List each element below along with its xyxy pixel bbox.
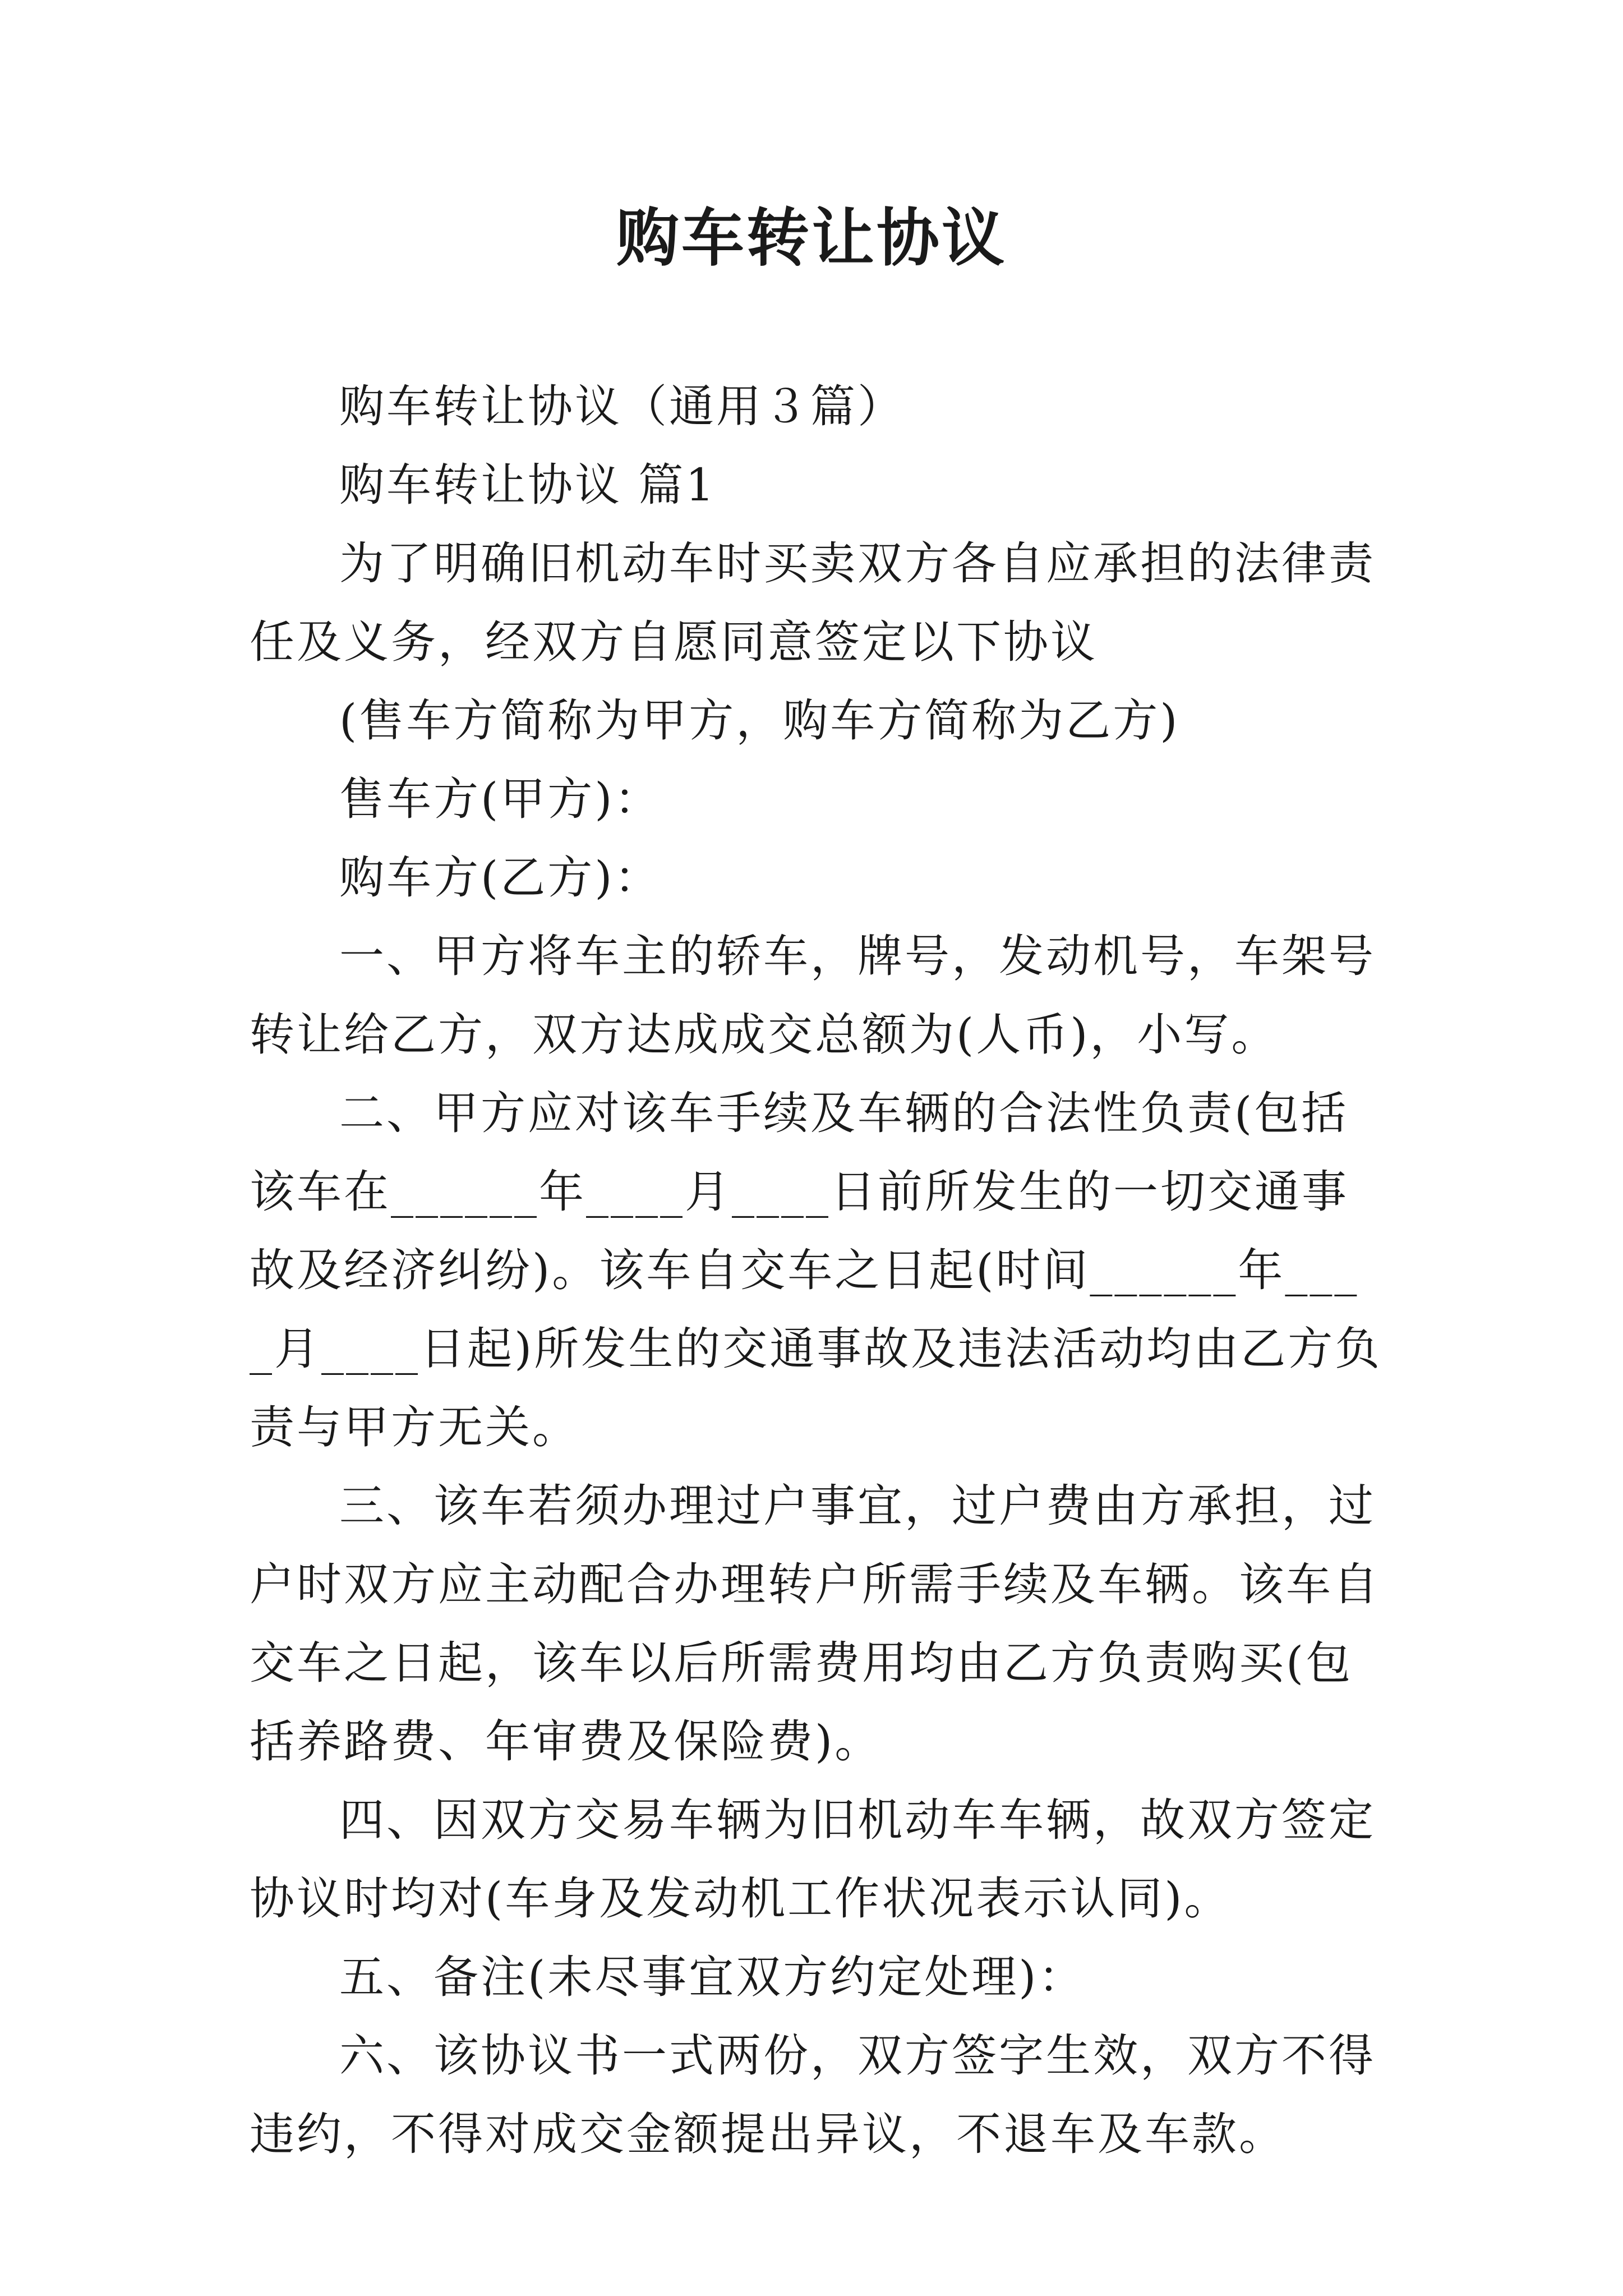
paragraph-clause-3: 三、该车若须办理过户事宜，过户费由方承担，过户时双方应主动配合办理转户所需手续及车辆。该车自交车之日起，该车以后所需费用均由乙方负责购买(包括养路费、年审费及保险费)。 (250, 1480, 1380, 1768)
document-body (250, 367, 1382, 2174)
document-title: 购车转让协议 (616, 201, 1007, 275)
paragraph-buyer: 购车方(乙方)： (339, 852, 662, 904)
paragraph-clause-6: 六、该协议书一式两份，双方签字生效，双方不得违约，不得对成交金额提出异议，不退车及车款。 (250, 2030, 1376, 2160)
paragraph-section-heading: 购车转让协议 篇1 (339, 459, 717, 511)
paragraph-intro: 为了明确旧机动车时买卖双方各自应承担的法律责任及义务，经双方自愿同意签定以下协议 (250, 537, 1376, 668)
paragraph-clause-1: 一、甲方将车主的轿车，牌号，发动机号，车架号转让给乙方，双方达成成交总额为(人币)，小写。 (250, 930, 1376, 1061)
paragraph-party-abbrev: (售车方简称为甲方，购车方简称为乙方) (339, 694, 1180, 747)
paragraph-clause-2: 二、甲方应对该车手续及车辆的合法性负责(包括该车在______年____月____日前所发生的一切交通事故及经济纠纷)。该车自交车之日起(时间______年____月____日起)所发生的交通事故及违法活动均由乙方负责与甲方无关。 (250, 1087, 1382, 1453)
paragraph-subtitle: 购车转让协议（通用３篇） (339, 380, 905, 432)
paragraph-clause-5: 五、备注(未尽事宜双方约定处理)： (339, 1951, 1086, 2003)
paragraph-clause-4: 四、因双方交易车辆为旧机动车车辆，故双方签定协议时均对(车身及发动机工作状况表示认同)。 (250, 1794, 1376, 1925)
paragraph-seller: 售车方(甲方)： (339, 773, 662, 825)
